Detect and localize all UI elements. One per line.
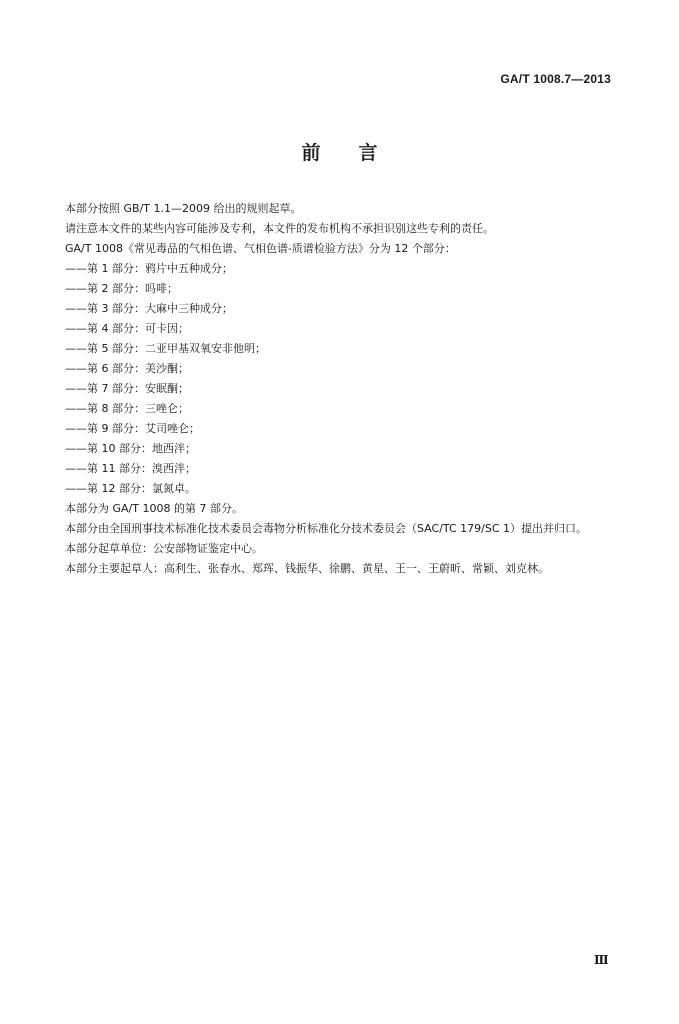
series-intro-paragraph: GA/T 1008《常见毒品的气相色谱、气相色谱-质谱检验方法》分为 12 个部分：	[65, 242, 456, 255]
list-item: ——第 6 部分：美沙酮；	[65, 362, 189, 375]
drafting-unit-paragraph: 本部分起草单位：公安部物证鉴定中心。	[65, 542, 263, 555]
list-item: ——第 12 部分：氯氮卓。	[65, 482, 196, 495]
parts-list	[42, 259, 622, 499]
list-item: ——第 1 部分：鸦片中五种成分；	[65, 262, 233, 275]
drafting-rule-paragraph: 本部分按照 GB/T 1.1—2009 给出的规则起草。	[65, 202, 302, 215]
list-item: ——第 10 部分：地西泮；	[65, 442, 196, 455]
list-item: ——第 9 部分：艾司唑仑；	[65, 422, 200, 435]
part-number-paragraph: 本部分为 GA/T 1008 的第 7 部分。	[65, 502, 243, 515]
list-item: ——第 2 部分：吗啡；	[65, 282, 178, 295]
list-item: ——第 11 部分：溴西泮；	[65, 462, 196, 475]
page-number: Ⅲ	[594, 953, 609, 967]
drafters-paragraph: 本部分主要起草人：高利生、张春水、郑珲、钱振华、徐鹏、黄星、王一、王蔚昕、常颖、刘克林。	[65, 562, 549, 575]
list-item: ——第 3 部分：大麻中三种成分；	[65, 302, 233, 315]
proposer-paragraph: 本部分由全国刑事技术标准化技术委员会毒物分析标准化分技术委员会（SAC/TC 179/SC 1）提出并归口。	[65, 522, 588, 535]
patent-notice-paragraph: 请注意本文件的某些内容可能涉及专利，本文件的发布机构不承担识别这些专利的责任。	[65, 222, 494, 235]
standard-code-header: GA/T 1008.7—2013	[500, 72, 611, 86]
list-item: ——第 4 部分：可卡因；	[65, 322, 189, 335]
document-body	[42, 199, 622, 579]
list-item: ——第 7 部分：安眠酮；	[65, 382, 189, 395]
list-item: ——第 8 部分：三唑仑；	[65, 402, 189, 415]
title-char-1: 前	[301, 142, 321, 164]
title-char-2: 言	[358, 142, 378, 164]
list-item: ——第 5 部分：二亚甲基双氧安非他明；	[65, 342, 266, 355]
page-title	[0, 138, 679, 165]
